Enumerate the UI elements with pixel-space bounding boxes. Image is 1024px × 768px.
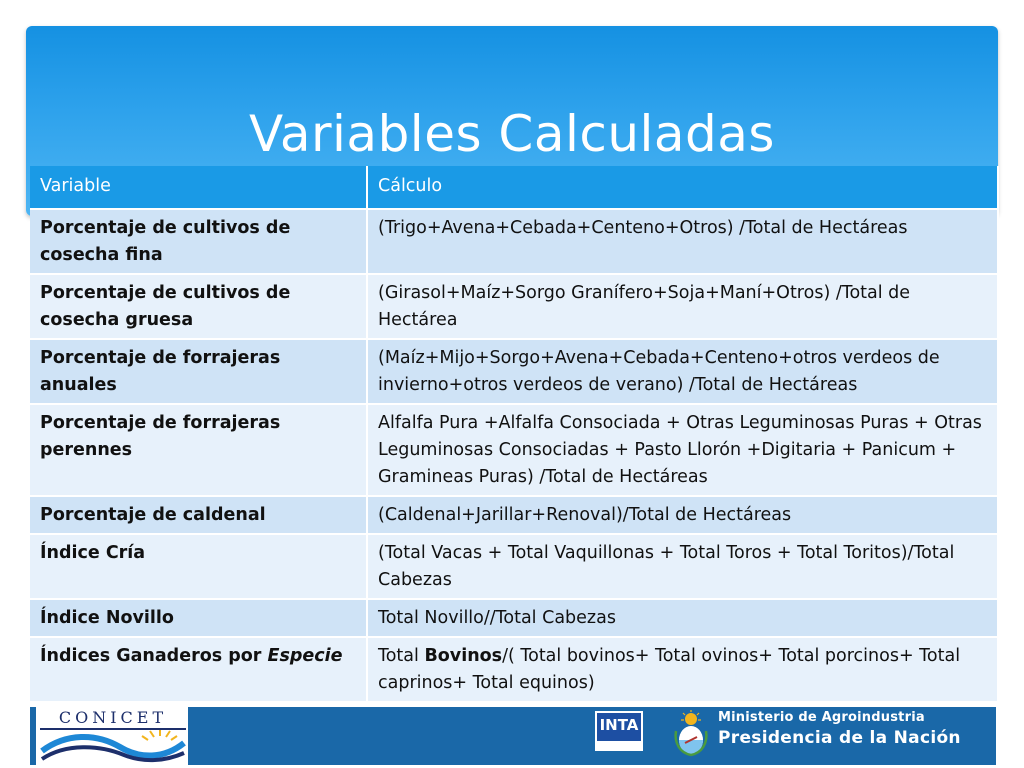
cell-variable: Índice Novillo bbox=[30, 599, 367, 637]
table-row bbox=[30, 637, 998, 702]
cell-calculo: (Caldenal+Jarillar+Renoval)/Total de Hectáreas bbox=[367, 496, 998, 534]
cell-calculo: (Girasol+Maíz+Sorgo Granífero+Soja+Maní+Otros) /Total de Hectárea bbox=[367, 274, 998, 339]
conicet-logo-text: CONICET bbox=[58, 708, 168, 727]
ministerio-label: Ministerio de Agroindustria bbox=[718, 710, 925, 725]
inta-logo-text: INTA bbox=[599, 716, 639, 734]
conicet-wave-icon bbox=[36, 707, 188, 765]
inta-logo-stripe bbox=[597, 741, 641, 749]
cell-variable: Porcentaje de cultivos de cosecha gruesa bbox=[30, 274, 367, 339]
cell-variable bbox=[30, 637, 367, 702]
slide-title: Variables Calculadas bbox=[249, 105, 775, 163]
header-calculo: Cálculo bbox=[367, 166, 998, 209]
variables-table-container bbox=[30, 166, 998, 703]
calculo-bold-text: Bovinos bbox=[424, 646, 503, 666]
variables-table bbox=[30, 166, 999, 703]
cell-calculo: (Maíz+Mijo+Sorgo+Avena+Cebada+Centeno+otros verdeos de invierno+otros verdeos de verano) /Total de Hectáreas bbox=[367, 339, 998, 404]
table-header-row bbox=[30, 166, 998, 209]
conicet-logo bbox=[36, 707, 188, 765]
cell-calculo: Alfalfa Pura +Alfalfa Consociada + Otras Leguminosas Puras + Otras Leguminosas Consociadas + Pasto Llorón +Digitaria + Panicum + Gramineas Puras) /Total de Hectáreas bbox=[367, 404, 998, 496]
cell-variable: Índice Cría bbox=[30, 534, 367, 599]
cell-calculo: (Trigo+Avena+Cebada+Centeno+Otros) /Total de Hectáreas bbox=[367, 209, 998, 274]
cell-calculo: (Total Vacas + Total Vaquillonas + Total Toros + Total Toritos)/Total Cabezas bbox=[367, 534, 998, 599]
variable-text: Índices Ganaderos por bbox=[40, 646, 268, 666]
table-row bbox=[30, 339, 998, 404]
table-row bbox=[30, 404, 998, 496]
cell-variable: Porcentaje de forrajeras perennes bbox=[30, 404, 367, 496]
cell-variable: Porcentaje de forrajeras anuales bbox=[30, 339, 367, 404]
table-row bbox=[30, 534, 998, 599]
calculo-rest-text: /( Total bovinos+ Total ovinos+ Total porcinos+ Total caprinos+ Total equinos) bbox=[378, 646, 961, 693]
inta-logo bbox=[595, 711, 643, 751]
variable-italic-text: Especie bbox=[267, 646, 343, 666]
cell-variable: Porcentaje de cultivos de cosecha fina bbox=[30, 209, 367, 274]
header-variable: Variable bbox=[30, 166, 367, 209]
calculo-text: Total bbox=[378, 646, 425, 666]
table-row bbox=[30, 599, 998, 637]
table-row bbox=[30, 496, 998, 534]
presidencia-label: Presidencia de la Nación bbox=[718, 728, 961, 748]
table-row bbox=[30, 274, 998, 339]
cell-variable: Porcentaje de caldenal bbox=[30, 496, 367, 534]
argentina-coat-of-arms-icon bbox=[672, 709, 710, 757]
table-row bbox=[30, 209, 998, 274]
cell-calculo: Total Novillo//Total Cabezas bbox=[367, 599, 998, 637]
cell-calculo bbox=[367, 637, 998, 702]
